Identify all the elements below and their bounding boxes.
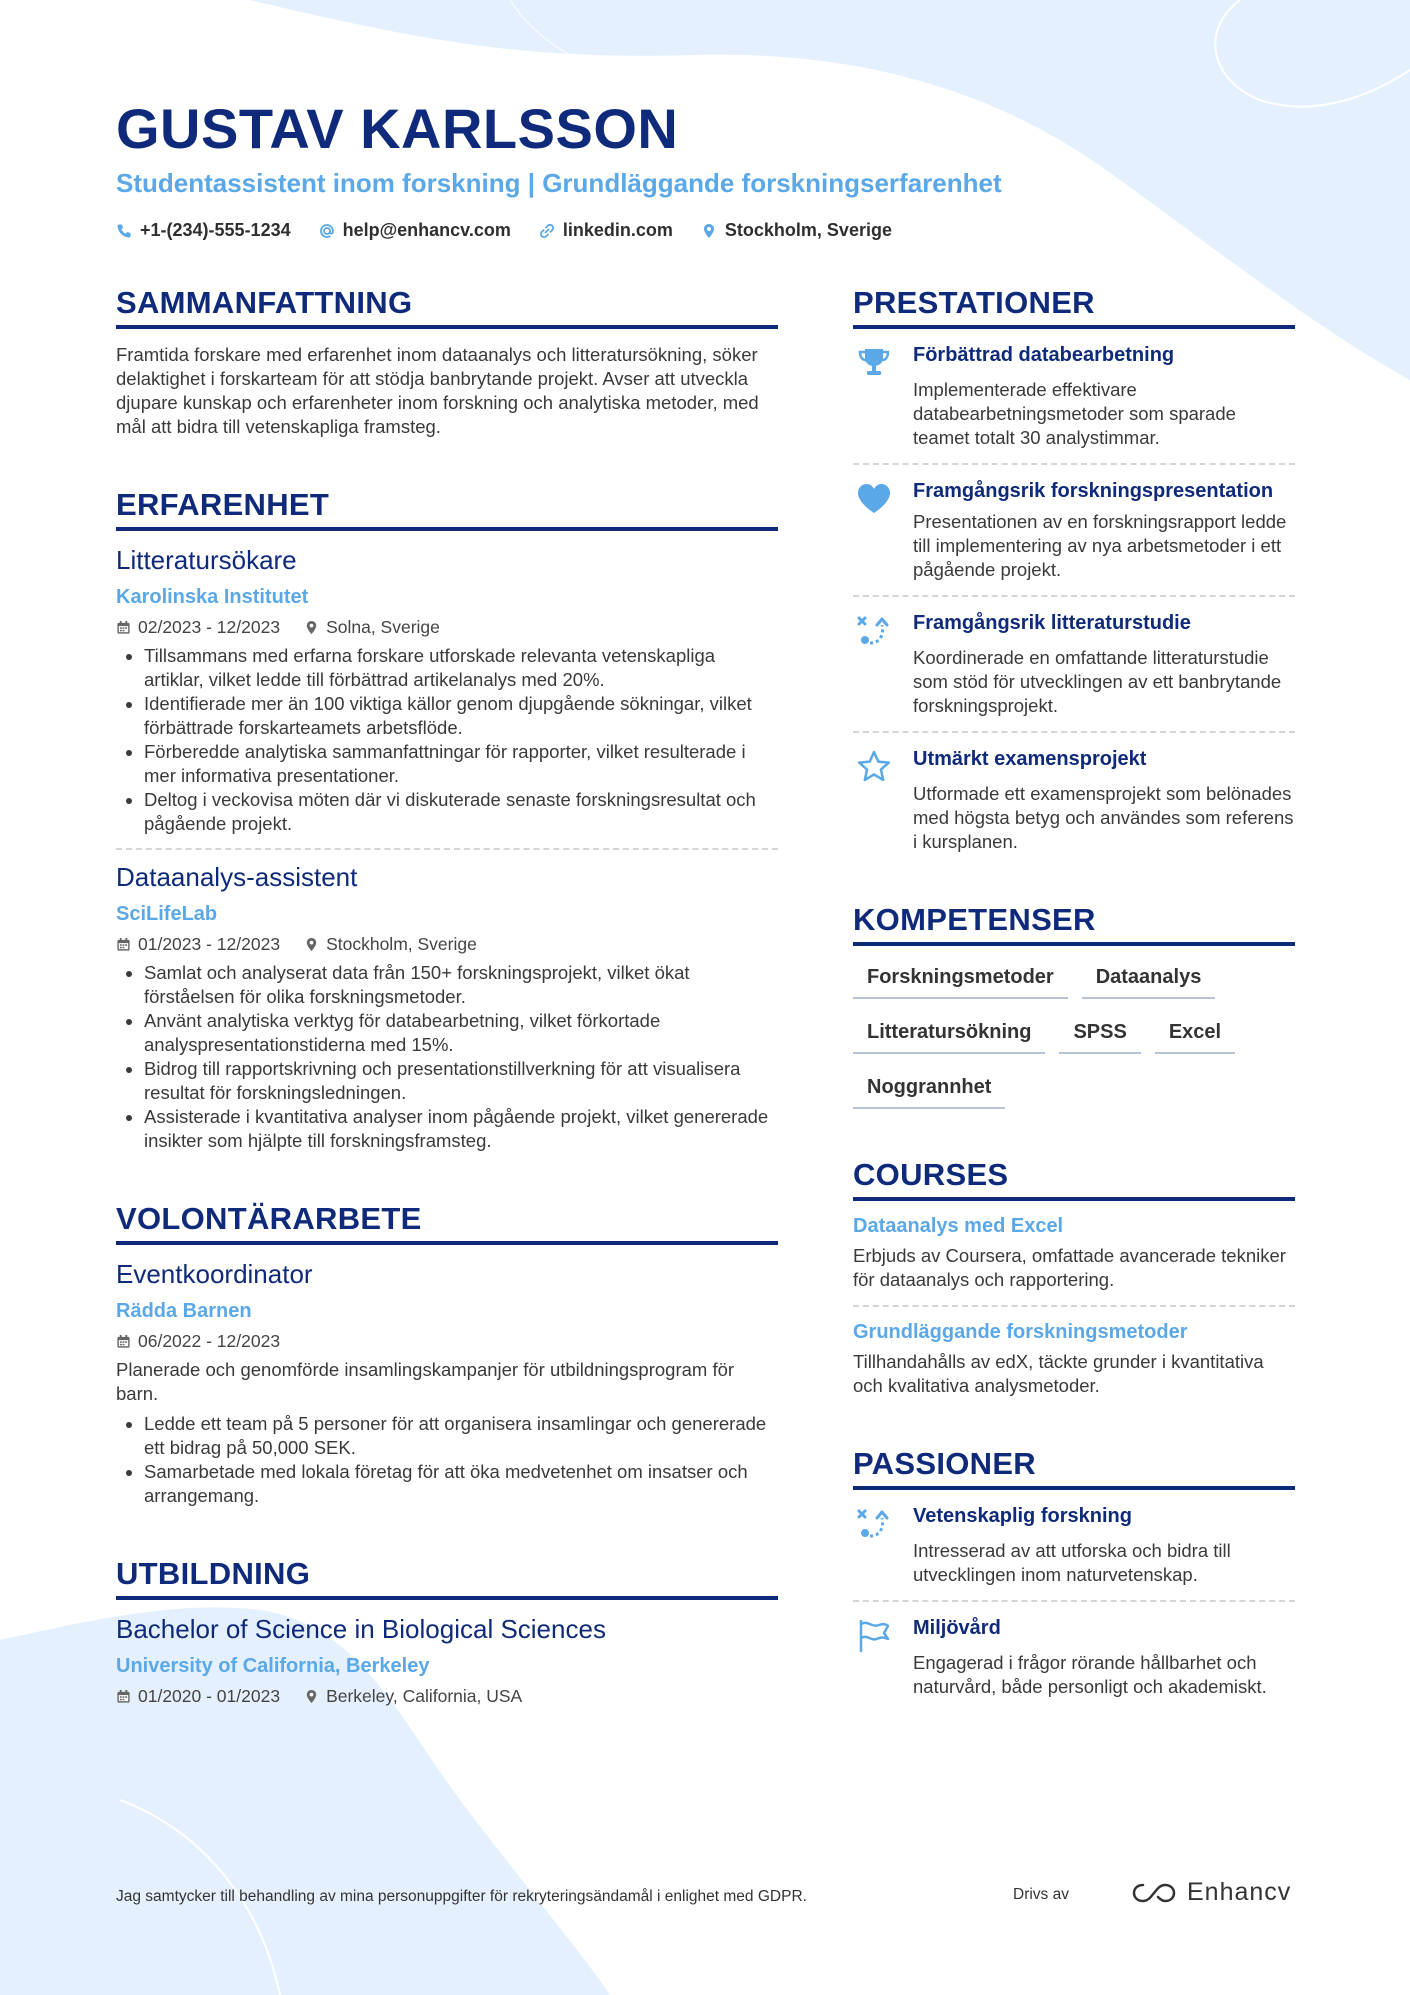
education-school: University of California, Berkeley xyxy=(116,1655,430,1677)
entry-divider xyxy=(116,848,778,850)
calendar-icon xyxy=(116,937,131,952)
achievement-description: Implementerade effektivare databearbetningsmetoder som sparade teamet totalt 30 analystimmar. xyxy=(913,379,1236,448)
entry-divider xyxy=(853,463,1295,465)
volunteer-organization: Rädda Barnen xyxy=(116,1300,252,1322)
gdpr-consent: Jag samtycker till behandling av mina personuppgifter för rekryteringsändamål i enlighet med GDPR. xyxy=(116,1888,807,1905)
location-pin-icon xyxy=(304,620,319,635)
link-icon xyxy=(539,223,555,239)
trophy-icon xyxy=(856,345,892,381)
entry-divider xyxy=(853,1600,1295,1602)
bullet-item: • Använt analytiska verktyg för databearbetning, vilket förkortade analyspresentationstiderna med 15%. xyxy=(144,1009,778,1057)
job-entry xyxy=(116,862,778,1153)
job-bullets xyxy=(116,961,778,1153)
volunteer-heading: VOLONTÄRARBETE xyxy=(116,1201,778,1245)
strategy-icon xyxy=(856,613,892,649)
at-icon xyxy=(319,223,335,239)
education-location: Berkeley, California, USA xyxy=(326,1686,523,1706)
skills-list xyxy=(853,960,1295,1109)
experience-section xyxy=(116,487,778,1153)
volunteer-meta xyxy=(116,1331,778,1352)
bullet-item: • Deltog i veckovisa möten där vi diskuterade senaste forskningsresultat och pågående projekt. xyxy=(144,788,778,836)
volunteer-description: Planerade och genomförde insamlingskampanjer för utbildningsprogram för barn. xyxy=(116,1359,735,1404)
contact-linkedin[interactable] xyxy=(539,220,673,241)
bullet-item: • Förberedde analytiska sammanfattningar för rapporter, vilket resulterade i mer informativa presentationer. xyxy=(144,740,778,788)
job-dates: 02/2023 - 12/2023 xyxy=(138,617,281,637)
course-description: Tillhandahålls av edX, täckte grunder i kvantitativa och kvalitativa analysmetoder. xyxy=(853,1351,1264,1396)
achievement-title: Framgångsrik litteraturstudie xyxy=(913,612,1191,634)
education-section xyxy=(116,1556,778,1707)
achievement-item xyxy=(853,611,1295,718)
brand-name: Enhancv xyxy=(1187,1878,1292,1906)
location-pin-icon xyxy=(304,937,319,952)
education-degree: Bachelor of Science in Biological Sciences xyxy=(116,1614,606,1644)
bullet-item: • Identifierade mer än 100 viktiga källor genom djupgående sökningar, vilket förbättrade forskarteamets arbetsflöde. xyxy=(144,692,778,740)
course-description: Erbjuds av Coursera, omfattade avancerade tekniker för dataanalys och rapportering. xyxy=(853,1245,1286,1290)
contact-phone[interactable] xyxy=(116,220,291,241)
passions-heading: PASSIONER xyxy=(853,1446,1295,1490)
calendar-icon xyxy=(116,1334,131,1349)
entry-divider xyxy=(853,595,1295,597)
volunteer-role: Eventkoordinator xyxy=(116,1259,313,1289)
skill-tag: SPSS xyxy=(1059,1015,1140,1054)
summary-section xyxy=(116,285,778,439)
job-location: Solna, Sverige xyxy=(326,617,440,637)
strategy-icon xyxy=(856,1506,892,1542)
job-dates: 01/2023 - 12/2023 xyxy=(138,934,281,954)
right-column xyxy=(853,285,1295,1699)
courses-section xyxy=(853,1157,1295,1398)
course-item xyxy=(853,1215,1295,1292)
course-item xyxy=(853,1321,1295,1398)
candidate-subtitle: Studentassistent inom forskning | Grundläggande forskningserfarenhet xyxy=(116,168,1002,198)
job-organization: SciLifeLab xyxy=(116,903,218,925)
skills-heading: KOMPETENSER xyxy=(853,902,1295,946)
achievement-item xyxy=(853,479,1295,582)
job-location: Stockholm, Sverige xyxy=(326,934,477,954)
calendar-icon xyxy=(116,1689,131,1704)
achievements-heading: PRESTATIONER xyxy=(853,285,1295,329)
achievement-title: Utmärkt examensprojekt xyxy=(913,748,1147,770)
flag-icon xyxy=(856,1618,892,1654)
skill-tag: Dataanalys xyxy=(1082,960,1216,999)
phone-icon xyxy=(116,223,132,239)
passion-item xyxy=(853,1616,1295,1699)
summary-text: Framtida forskare med erfarenhet inom dataanalys och litteratursökning, söker delaktighet i forskarteam för att stödja banbrytande projekt. Avser att utveckla djupare kunskap och erfarenheter inom forskning och analytiska metoder, med mål att bidra till vetenskapliga framsteg. xyxy=(116,344,759,437)
achievement-item xyxy=(853,747,1295,854)
summary-heading: SAMMANFATTNING xyxy=(116,285,778,329)
course-title: Dataanalys med Excel xyxy=(853,1215,1064,1237)
course-title: Grundläggande forskningsmetoder xyxy=(853,1321,1188,1343)
job-organization: Karolinska Institutet xyxy=(116,586,309,608)
skill-tag: Litteratursökning xyxy=(853,1015,1045,1054)
left-column xyxy=(116,285,778,1707)
passion-item xyxy=(853,1504,1295,1587)
location-text: Stockholm, Sverige xyxy=(724,220,892,240)
bullet-item: • Bidrog till rapportskrivning och presentationstillverkning för att visualisera resultat för forskningsledningen. xyxy=(144,1057,778,1105)
experience-heading: ERFARENHET xyxy=(116,487,778,531)
volunteer-dates: 06/2022 - 12/2023 xyxy=(138,1331,281,1351)
location-pin-icon xyxy=(701,223,717,239)
achievement-description: Utformade ett examensprojekt som belönades med högsta betyg och användes som referens i kursplanen. xyxy=(913,783,1294,852)
skill-tag: Excel xyxy=(1155,1015,1235,1054)
email-text: help@enhancv.com xyxy=(342,220,511,240)
skills-section xyxy=(853,902,1295,1109)
contact-row xyxy=(116,220,892,241)
achievement-title: Framgångsrik forskningspresentation xyxy=(913,480,1274,502)
powered-by-label: Drivs av xyxy=(1013,1886,1069,1903)
skill-tag: Forskningsmetoder xyxy=(853,960,1068,999)
bullet-item: • Tillsammans med erfarna forskare utforskade relevanta vetenskapliga artiklar, vilket ledde till förbättrad artikelanalys med 20%. xyxy=(144,644,778,692)
linkedin-text: linkedin.com xyxy=(562,220,673,240)
volunteer-section xyxy=(116,1201,778,1508)
courses-heading: COURSES xyxy=(853,1157,1295,1201)
entry-divider xyxy=(853,731,1295,733)
calendar-icon xyxy=(116,620,131,635)
passion-description: Intresserad av att utforska och bidra till utvecklingen inom naturvetenskap. xyxy=(913,1540,1231,1585)
passion-title: Miljövård xyxy=(913,1617,1001,1639)
job-meta xyxy=(116,617,778,638)
passion-description: Engagerad i frågor rörande hållbarhet och naturvård, både personligt och akademiskt. xyxy=(913,1652,1267,1697)
bullet-item: • Samarbetade med lokala företag för att öka medvetenhet om insatser och arrangemang. xyxy=(144,1460,778,1508)
achievement-item xyxy=(853,343,1295,450)
achievement-title: Förbättrad databearbetning xyxy=(913,344,1175,366)
contact-email[interactable] xyxy=(319,220,511,241)
job-bullets xyxy=(116,644,778,836)
job-role: Dataanalys-assistent xyxy=(116,862,358,892)
contact-location xyxy=(701,220,892,241)
bullet-item: • Assisterade i kvantitativa analyser inom pågående projekt, vilket genererade insikter som hjälpte till forskningsframsteg. xyxy=(144,1105,778,1153)
phone-text: +1-(234)-555-1234 xyxy=(140,220,291,240)
education-dates: 01/2020 - 01/2023 xyxy=(138,1686,281,1706)
candidate-name: GUSTAV KARLSSON xyxy=(116,97,679,160)
job-role: Litteratursökare xyxy=(116,545,297,575)
achievement-description: Presentationen av en forskningsrapport ledde till implementering av nya arbetsmetoder i ett pågående projekt. xyxy=(913,511,1287,580)
volunteer-bullets xyxy=(116,1412,778,1508)
star-icon xyxy=(856,749,892,785)
entry-divider xyxy=(853,1305,1295,1307)
infinity-logo-icon xyxy=(1131,1881,1177,1905)
passion-title: Vetenskaplig forskning xyxy=(913,1505,1132,1527)
passions-section xyxy=(853,1446,1295,1699)
bullet-item: • Samlat och analyserat data från 150+ forskningsprojekt, vilket ökat förståelsen för olika forskningsmetoder. xyxy=(144,961,778,1009)
education-heading: UTBILDNING xyxy=(116,1556,778,1600)
bullet-item: • Ledde ett team på 5 personer för att organisera insamlingar och genererade ett bidrag på 50,000 SEK. xyxy=(144,1412,778,1460)
job-entry xyxy=(116,545,778,836)
location-pin-icon xyxy=(304,1689,319,1704)
heart-icon xyxy=(856,481,892,517)
achievements-section xyxy=(853,285,1295,854)
job-meta xyxy=(116,934,778,955)
skill-tag: Noggrannhet xyxy=(853,1070,1005,1109)
education-meta xyxy=(116,1686,778,1707)
brand-logo[interactable] xyxy=(1131,1878,1291,1907)
achievement-description: Koordinerade en omfattande litteraturstudie som stöd för utvecklingen av ett banbrytande forskningsprojekt. xyxy=(913,647,1282,716)
